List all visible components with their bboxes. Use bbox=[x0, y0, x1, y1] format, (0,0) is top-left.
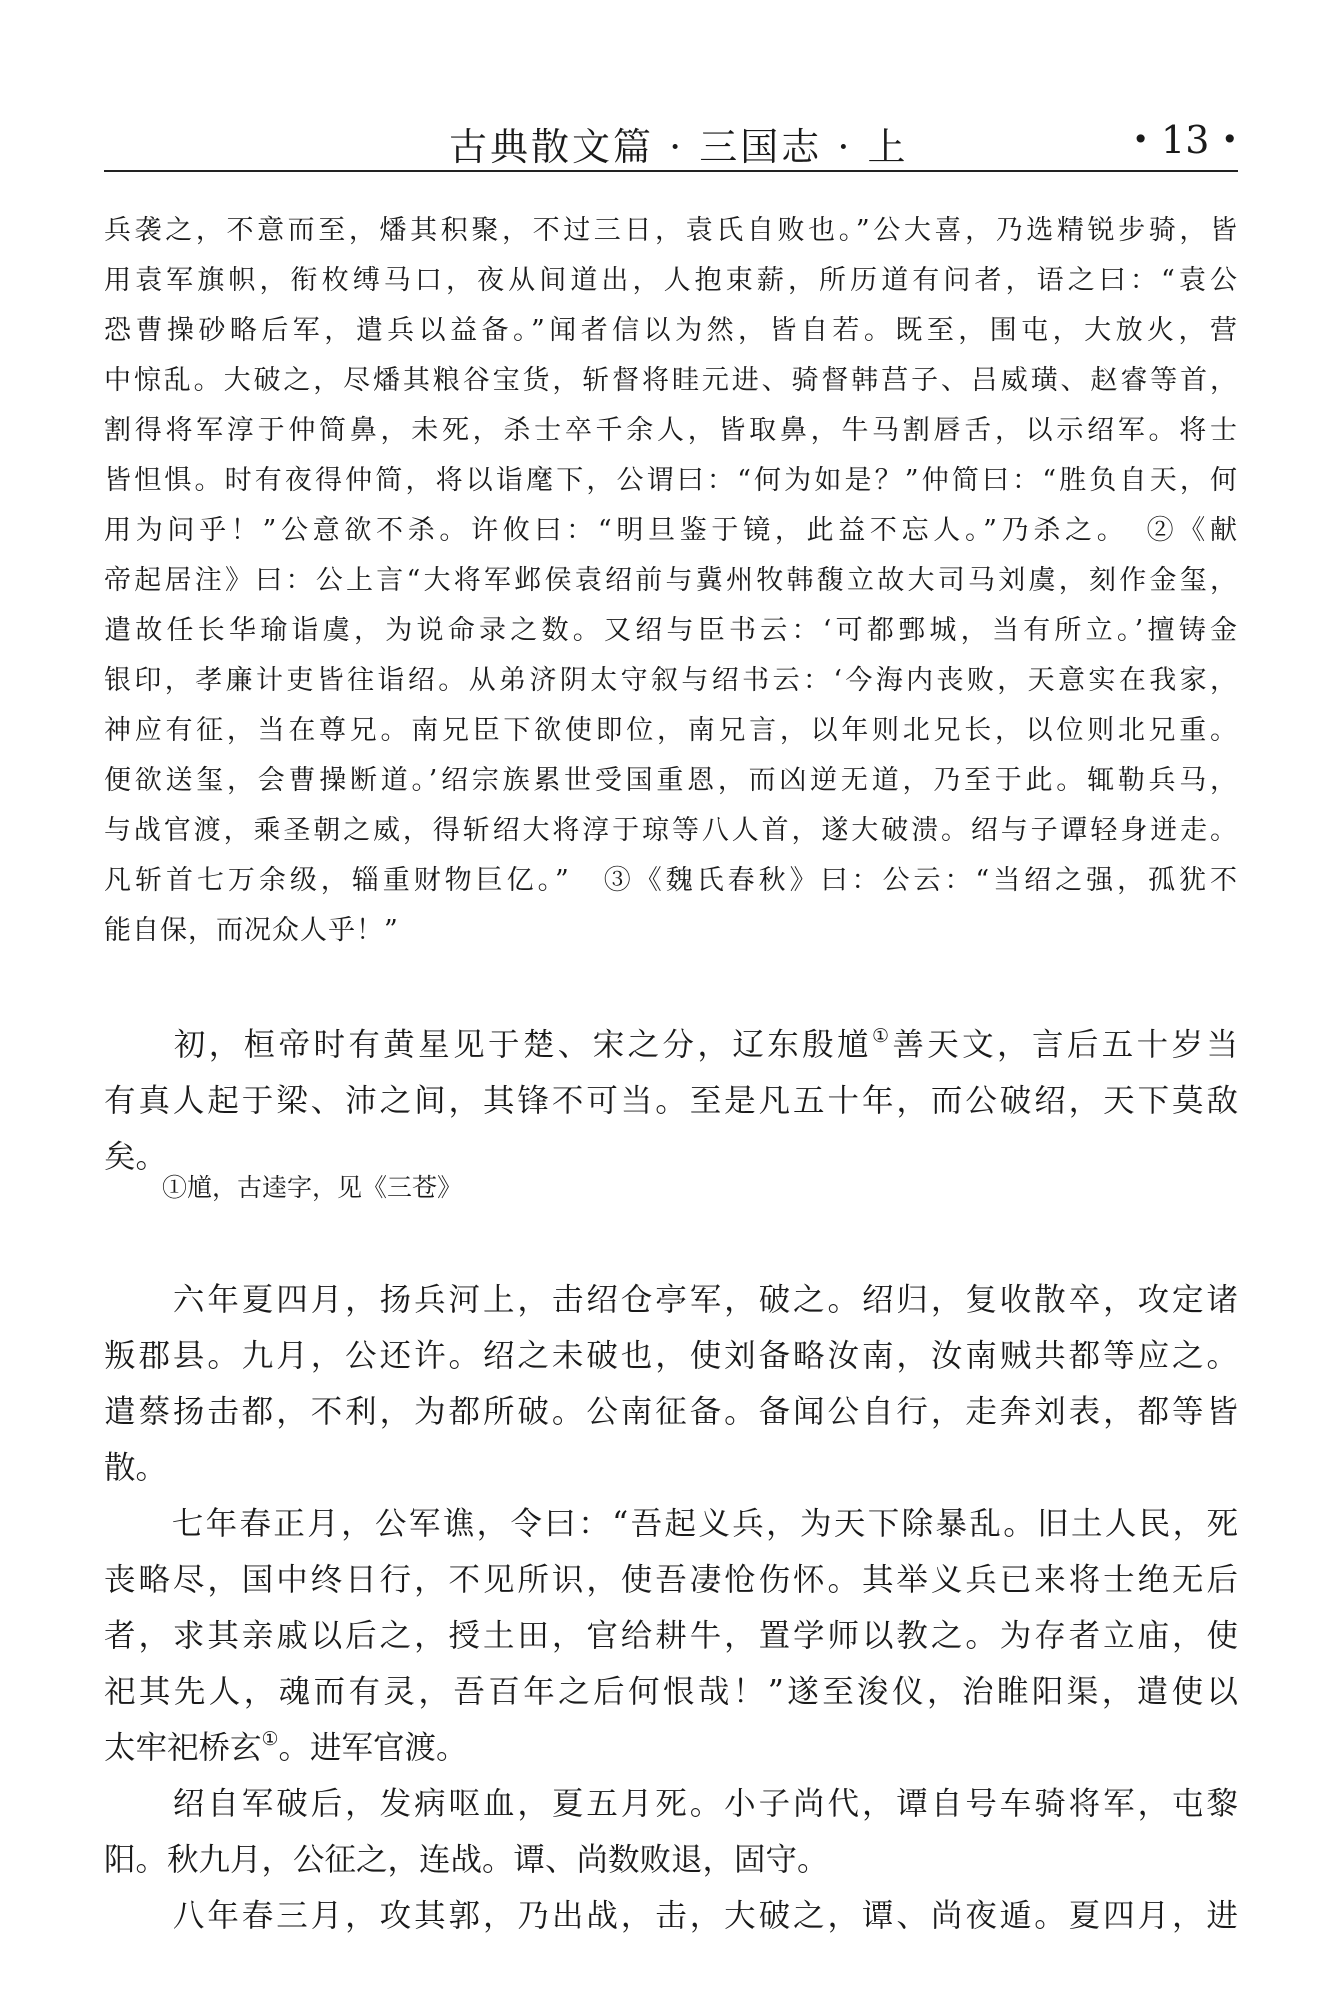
paragraph-line: 有真人起于梁、沛之间，其锋不可当。至是凡五十年，而公破绍，天下莫敌 bbox=[104, 1083, 1238, 1119]
text-run: 太牢祀桥玄 bbox=[104, 1730, 262, 1766]
annotation-line: 恐曹操砂略后军，遣兵以益备。”闻者信以为然，皆自若。既至，围屯，大放火，营 bbox=[104, 315, 1238, 346]
paragraph-line: 七年春正月，公军谯，令曰：“吾起义兵，为天下除暴乱。旧土人民，死 bbox=[104, 1506, 1238, 1542]
paragraph-line: 绍自军破后，发病呕血，夏五月死。小子尚代，谭自号车骑将军，屯黎 bbox=[104, 1786, 1238, 1822]
paragraph-line bbox=[104, 1017, 1238, 1073]
page-number-value: 13 bbox=[1161, 118, 1210, 162]
paragraph-line: 八年春三月，攻其郭，乃出战，击，大破之，谭、尚夜遁。夏四月，进 bbox=[104, 1898, 1238, 1934]
footnote-marker: ① bbox=[261, 1727, 279, 1750]
annotation-line: 皆怛惧。时有夜得仲简，将以诣麾下，公谓曰：“何为如是？”仲简曰：“胜负自天，何 bbox=[104, 465, 1238, 496]
paragraph-line: 叛郡县。九月，公还许。绍之未破也，使刘备略汝南，汝南贼共都等应之。 bbox=[104, 1338, 1238, 1374]
annotation-line: 能自保，而况众人乎！” bbox=[104, 915, 399, 946]
annotation-line: 神应有征，当在尊兄。南兄臣下欲使即位，南兄言，以年则北兄长，以位则北兄重。 bbox=[104, 715, 1238, 746]
annotation-block bbox=[104, 206, 1238, 956]
paragraph-line: 者，求其亲戚以后之，授土田，官给耕牛，置学师以教之。为存者立庙，使 bbox=[104, 1618, 1238, 1654]
paragraph-4 bbox=[104, 1776, 1238, 1944]
annotation-line: 兵袭之，不意而至，燔其积聚，不过三日，袁氏自败也。”公大喜，乃选精锐步骑，皆 bbox=[104, 215, 1238, 246]
annotation-line: 帝起居注》曰：公上言“大将军邺侯袁绍前与冀州牧韩馥立故大司马刘虞，刻作金玺， bbox=[104, 565, 1238, 596]
page-number: • 13 • bbox=[1132, 118, 1238, 162]
paragraph-line: 祀其先人，魂而有灵，吾百年之后何恨哉！”遂至浚仪，治睢阳渠，遣使以 bbox=[104, 1674, 1238, 1710]
paragraph-line: 丧略尽，国中终日行，不见所识，使吾凄怆伤怀。其举义兵已来将士绝无后 bbox=[104, 1562, 1238, 1598]
annotation-line: 割得将军淳于仲简鼻，未死，杀士卒千余人，皆取鼻，牛马割唇舌，以示绍军。将士 bbox=[104, 415, 1238, 446]
paragraph-line: 散。 bbox=[104, 1450, 168, 1486]
annotation-line: 便欲送玺，会曹操断道。’绍宗族累世受国重恩，而凶逆无道，乃至于此。辄勒兵马， bbox=[104, 765, 1238, 796]
annotation-line: 遣故任长华瑜诣虞，为说命录之数。又绍与臣书云：‘可都鄄城，当有所立。’擅铸金 bbox=[104, 615, 1238, 646]
paragraph-3 bbox=[104, 1496, 1238, 1776]
text-run: 初，桓帝时有黄星见于楚、宋之分，辽东殷馗 bbox=[104, 1027, 872, 1063]
annotation-line: 与战官渡，乘圣朝之威，得斩绍大将淳于琼等八人首，遂大破溃。绍与子谭轻身迸走。 bbox=[104, 815, 1238, 846]
annotation-line: 凡斩首七万余级，辎重财物巨亿。” ③《魏氏春秋》曰：公云：“当绍之强，孤犹不 bbox=[104, 865, 1238, 896]
footnote: ①馗，古逵字，见《三苍》 bbox=[162, 1173, 463, 1202]
paragraph-2 bbox=[104, 1272, 1238, 1496]
paragraph-1 bbox=[104, 1017, 1238, 1185]
header-title: 古典散文篇 · 三国志 · 上 bbox=[449, 125, 909, 169]
paragraph-line: 阳。秋九月，公征之，连战。谭、尚数败退，固守。 bbox=[104, 1842, 829, 1878]
paragraph-line bbox=[104, 1720, 1238, 1776]
annotation-line: 用袁军旗帜，衔枚缚马口，夜从间道出，人抱束薪，所历道有问者，语之曰：“袁公 bbox=[104, 265, 1238, 296]
paragraph-line: 六年夏四月，扬兵河上，击绍仓亭军，破之。绍归，复收散卒，攻定诸 bbox=[104, 1282, 1238, 1318]
running-header bbox=[104, 108, 1238, 172]
annotation-line: 银印，孝廉计吏皆往诣绍。从弟济阴太守叙与绍书云：‘今海内丧败，天意实在我家， bbox=[104, 665, 1238, 696]
footnote-marker: ① bbox=[871, 1024, 893, 1047]
text-run: 。进军官渡。 bbox=[278, 1730, 468, 1766]
paragraph-line: 遣蔡扬击都，不利，为都所破。公南征备。备闻公自行，走奔刘表，都等皆 bbox=[104, 1394, 1238, 1430]
text-run: 善天文，言后五十岁当 bbox=[892, 1027, 1238, 1063]
paragraph-line: 矣。 bbox=[104, 1139, 168, 1175]
annotation-line: 用为问乎！”公意欲不杀。许攸曰：“明旦鉴于镜，此益不忘人。”乃杀之。 ②《献 bbox=[104, 515, 1238, 546]
annotation-line: 中惊乱。大破之，尽燔其粮谷宝货，斩督将眭元进、骑督韩莒子、吕威璜、赵睿等首， bbox=[104, 365, 1238, 396]
